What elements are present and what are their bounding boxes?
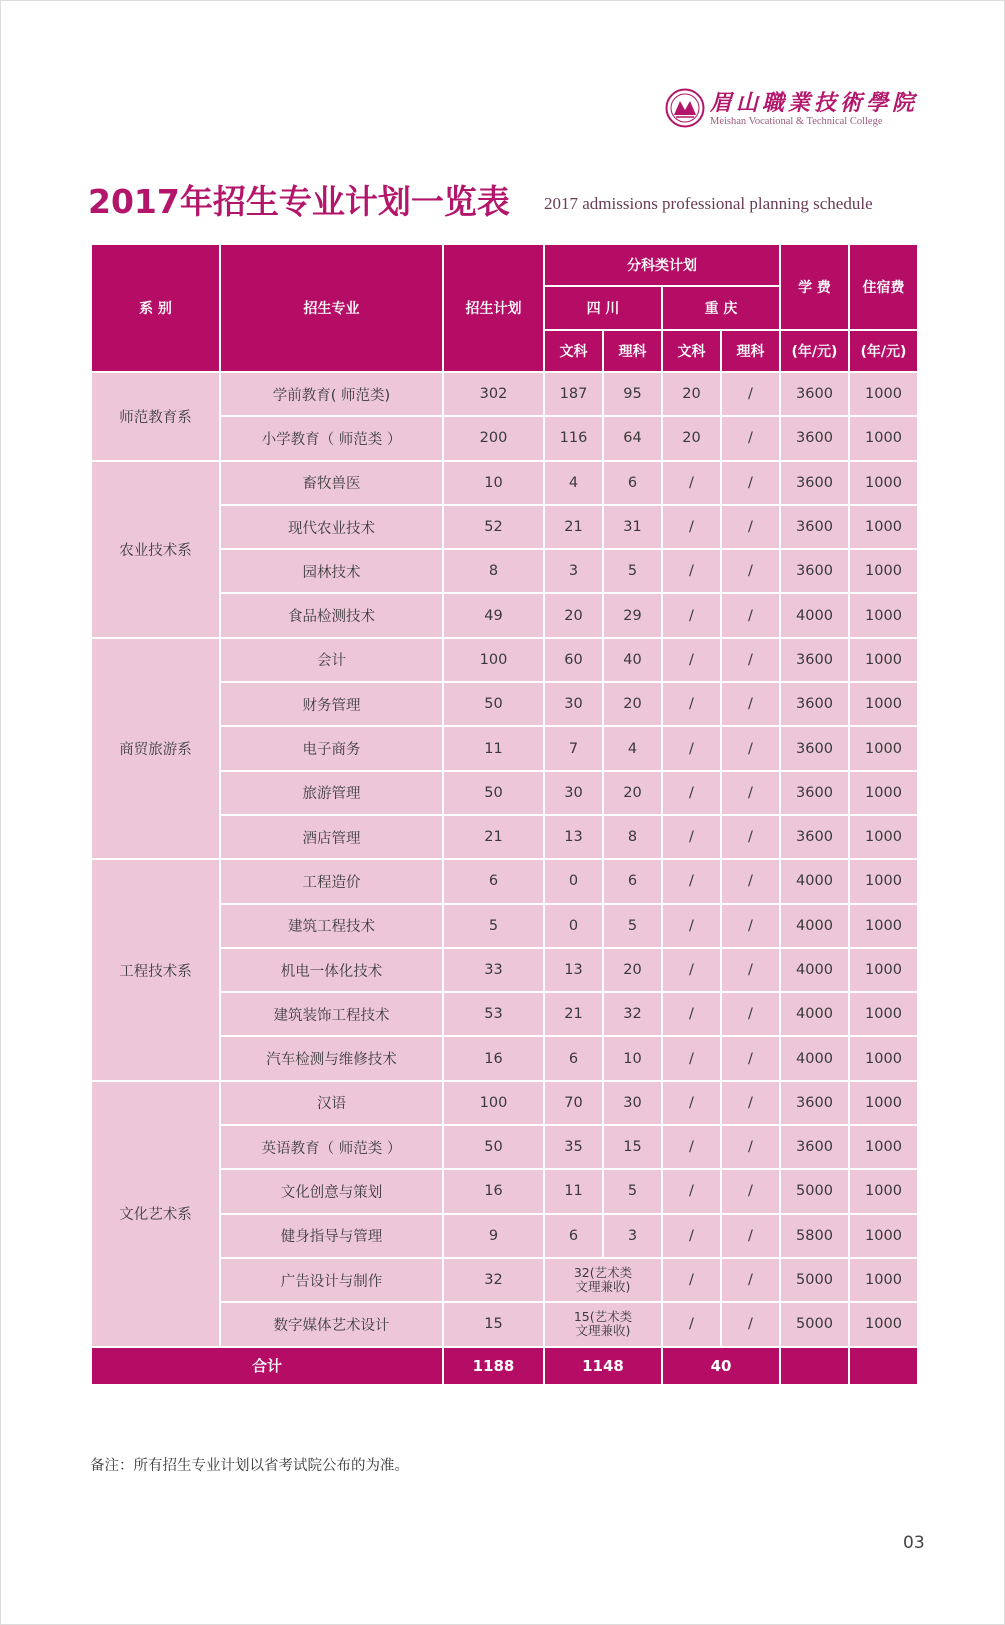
sichuan-science-cell: 31 xyxy=(603,505,662,549)
tuition-cell: 4000 xyxy=(780,948,849,992)
sichuan-science-cell: 20 xyxy=(603,682,662,726)
department-cell: 文化艺术系 xyxy=(91,1081,220,1347)
table-body xyxy=(91,372,918,1385)
chongqing-science-cell: / xyxy=(721,1302,780,1346)
plan-cell: 11 xyxy=(443,726,544,770)
chongqing-arts-cell: / xyxy=(662,859,721,903)
chongqing-science-cell: / xyxy=(721,593,780,637)
sichuan-merged-line1: 32(艺术类 xyxy=(573,1265,633,1281)
sichuan-arts-cell: 70 xyxy=(544,1081,603,1125)
admissions-plan-table xyxy=(90,243,919,1386)
sichuan-arts-cell: 3 xyxy=(544,549,603,593)
dorm-cell: 1000 xyxy=(849,682,918,726)
sichuan-merged-cell xyxy=(544,1258,662,1302)
chongqing-science-cell: / xyxy=(721,1036,780,1080)
total-dorm-empty xyxy=(849,1347,918,1385)
sichuan-science-cell: 95 xyxy=(603,372,662,416)
tuition-cell: 5000 xyxy=(780,1302,849,1346)
plan-cell: 302 xyxy=(443,372,544,416)
major-cell: 小学教育（ 师范类 ） xyxy=(220,416,443,460)
major-cell: 汽车检测与维修技术 xyxy=(220,1036,443,1080)
dorm-cell: 1000 xyxy=(849,1302,918,1346)
major-cell: 酒店管理 xyxy=(220,815,443,859)
tuition-cell: 4000 xyxy=(780,904,849,948)
dorm-cell: 1000 xyxy=(849,1036,918,1080)
sichuan-science-cell: 4 xyxy=(603,726,662,770)
header-chongqing-arts: 文科 xyxy=(662,330,721,372)
table-row xyxy=(91,372,918,416)
chongqing-science-cell: / xyxy=(721,771,780,815)
dorm-cell: 1000 xyxy=(849,638,918,682)
plan-cell: 6 xyxy=(443,859,544,903)
chongqing-arts-cell: / xyxy=(662,815,721,859)
tuition-cell: 3600 xyxy=(780,1125,849,1169)
table-row xyxy=(91,859,918,903)
sichuan-arts-cell: 35 xyxy=(544,1125,603,1169)
header-major: 招生专业 xyxy=(220,244,443,372)
sichuan-arts-cell: 20 xyxy=(544,593,603,637)
sichuan-science-cell: 6 xyxy=(603,461,662,505)
plan-cell: 15 xyxy=(443,1302,544,1346)
plan-cell: 50 xyxy=(443,771,544,815)
total-sichuan: 1148 xyxy=(544,1347,662,1385)
dorm-cell: 1000 xyxy=(849,1214,918,1258)
major-cell: 汉语 xyxy=(220,1081,443,1125)
chongqing-arts-cell: / xyxy=(662,461,721,505)
major-cell: 会计 xyxy=(220,638,443,682)
header-tuition-unit: (年/元) xyxy=(780,330,849,372)
major-cell: 财务管理 xyxy=(220,682,443,726)
dorm-cell: 1000 xyxy=(849,859,918,903)
dorm-cell: 1000 xyxy=(849,771,918,815)
chongqing-arts-cell: / xyxy=(662,1169,721,1213)
sichuan-arts-cell: 30 xyxy=(544,682,603,726)
chongqing-science-cell: / xyxy=(721,992,780,1036)
tuition-cell: 4000 xyxy=(780,1036,849,1080)
chongqing-arts-cell: / xyxy=(662,948,721,992)
department-cell: 师范教育系 xyxy=(91,372,220,461)
sichuan-arts-cell: 187 xyxy=(544,372,603,416)
sichuan-merged-cell xyxy=(544,1302,662,1346)
dorm-cell: 1000 xyxy=(849,1169,918,1213)
tuition-cell: 3600 xyxy=(780,372,849,416)
dorm-cell: 1000 xyxy=(849,815,918,859)
chongqing-arts-cell: / xyxy=(662,992,721,1036)
tuition-cell: 4000 xyxy=(780,859,849,903)
major-cell: 机电一体化技术 xyxy=(220,948,443,992)
major-cell: 广告设计与制作 xyxy=(220,1258,443,1302)
sichuan-arts-cell: 0 xyxy=(544,904,603,948)
chongqing-science-cell: / xyxy=(721,1258,780,1302)
dorm-cell: 1000 xyxy=(849,904,918,948)
header-chongqing: 重 庆 xyxy=(662,286,780,330)
college-name-en: Meishan Vocational & Technical College xyxy=(710,116,883,127)
chongqing-science-cell: / xyxy=(721,549,780,593)
sichuan-science-cell: 32 xyxy=(603,992,662,1036)
sichuan-merged-line2: 文理兼收) xyxy=(575,1323,631,1339)
sichuan-merged-line1: 15(艺术类 xyxy=(573,1309,633,1325)
plan-cell: 21 xyxy=(443,815,544,859)
sichuan-arts-cell: 21 xyxy=(544,992,603,1036)
tuition-cell: 3600 xyxy=(780,461,849,505)
tuition-cell: 5000 xyxy=(780,1258,849,1302)
sichuan-science-cell: 29 xyxy=(603,593,662,637)
major-cell: 文化创意与策划 xyxy=(220,1169,443,1213)
major-cell: 工程造价 xyxy=(220,859,443,903)
plan-cell: 200 xyxy=(443,416,544,460)
sichuan-arts-cell: 21 xyxy=(544,505,603,549)
chongqing-science-cell: / xyxy=(721,416,780,460)
dorm-cell: 1000 xyxy=(849,505,918,549)
sichuan-science-cell: 5 xyxy=(603,1169,662,1213)
major-cell: 健身指导与管理 xyxy=(220,1214,443,1258)
chongqing-arts-cell: / xyxy=(662,1125,721,1169)
sichuan-arts-cell: 13 xyxy=(544,815,603,859)
chongqing-science-cell: / xyxy=(721,948,780,992)
total-chongqing: 40 xyxy=(662,1347,780,1385)
sichuan-merged-line2: 文理兼收) xyxy=(575,1279,631,1295)
dorm-cell: 1000 xyxy=(849,549,918,593)
sichuan-science-cell: 15 xyxy=(603,1125,662,1169)
sichuan-science-cell: 6 xyxy=(603,859,662,903)
tuition-cell: 4000 xyxy=(780,992,849,1036)
chongqing-arts-cell: 20 xyxy=(662,416,721,460)
footnote: 备注：所有招生专业计划以省考试院公布的为准。 xyxy=(90,1458,409,1474)
page-title: 2017年招生专业计划一览表 xyxy=(88,182,510,221)
chongqing-science-cell: / xyxy=(721,1081,780,1125)
table-row xyxy=(91,1081,918,1125)
major-cell: 数字媒体艺术设计 xyxy=(220,1302,443,1346)
header-tuition: 学 费 xyxy=(780,244,849,330)
chongqing-science-cell: / xyxy=(721,859,780,903)
chongqing-science-cell: / xyxy=(721,1214,780,1258)
major-cell: 旅游管理 xyxy=(220,771,443,815)
college-name-cn: 眉山職業技術學院 xyxy=(710,90,919,116)
tuition-cell: 5800 xyxy=(780,1214,849,1258)
chongqing-arts-cell: 20 xyxy=(662,372,721,416)
chongqing-science-cell: / xyxy=(721,726,780,770)
chongqing-arts-cell: / xyxy=(662,771,721,815)
plan-cell: 33 xyxy=(443,948,544,992)
college-logo xyxy=(665,86,925,134)
dorm-cell: 1000 xyxy=(849,1125,918,1169)
department-cell: 商贸旅游系 xyxy=(91,638,220,859)
plan-cell: 5 xyxy=(443,904,544,948)
dorm-cell: 1000 xyxy=(849,372,918,416)
plan-cell: 53 xyxy=(443,992,544,1036)
plan-cell: 9 xyxy=(443,1214,544,1258)
major-cell: 畜牧兽医 xyxy=(220,461,443,505)
chongqing-science-cell: / xyxy=(721,1169,780,1213)
dorm-cell: 1000 xyxy=(849,726,918,770)
total-plan: 1188 xyxy=(443,1347,544,1385)
sichuan-arts-cell: 6 xyxy=(544,1214,603,1258)
chongqing-arts-cell: / xyxy=(662,1258,721,1302)
chongqing-science-cell: / xyxy=(721,461,780,505)
header-category-plan: 分科类计划 xyxy=(544,244,780,286)
page-number: 03 xyxy=(903,1533,925,1553)
sichuan-arts-cell: 6 xyxy=(544,1036,603,1080)
tuition-cell: 3600 xyxy=(780,815,849,859)
chongqing-science-cell: / xyxy=(721,815,780,859)
tuition-cell: 3600 xyxy=(780,726,849,770)
chongqing-science-cell: / xyxy=(721,372,780,416)
dorm-cell: 1000 xyxy=(849,1081,918,1125)
chongqing-arts-cell: / xyxy=(662,1036,721,1080)
tuition-cell: 5000 xyxy=(780,1169,849,1213)
chongqing-arts-cell: / xyxy=(662,682,721,726)
sichuan-science-cell: 8 xyxy=(603,815,662,859)
tuition-cell: 3600 xyxy=(780,549,849,593)
chongqing-science-cell: / xyxy=(721,904,780,948)
header-sichuan-arts: 文科 xyxy=(544,330,603,372)
sichuan-science-cell: 5 xyxy=(603,904,662,948)
department-cell: 工程技术系 xyxy=(91,859,220,1080)
major-cell: 电子商务 xyxy=(220,726,443,770)
chongqing-arts-cell: / xyxy=(662,549,721,593)
header-chongqing-science: 理科 xyxy=(721,330,780,372)
dorm-cell: 1000 xyxy=(849,593,918,637)
sichuan-arts-cell: 116 xyxy=(544,416,603,460)
header-dorm: 住宿费 xyxy=(849,244,918,330)
department-cell: 农业技术系 xyxy=(91,461,220,638)
chongqing-arts-cell: / xyxy=(662,1302,721,1346)
plan-cell: 50 xyxy=(443,682,544,726)
dorm-cell: 1000 xyxy=(849,992,918,1036)
major-cell: 学前教育( 师范类) xyxy=(220,372,443,416)
plan-cell: 16 xyxy=(443,1169,544,1213)
sichuan-science-cell: 64 xyxy=(603,416,662,460)
header-plan: 招生计划 xyxy=(443,244,544,372)
dorm-cell: 1000 xyxy=(849,416,918,460)
dorm-cell: 1000 xyxy=(849,461,918,505)
sichuan-science-cell: 40 xyxy=(603,638,662,682)
header-dorm-unit: (年/元) xyxy=(849,330,918,372)
plan-cell: 32 xyxy=(443,1258,544,1302)
sichuan-arts-cell: 4 xyxy=(544,461,603,505)
sichuan-arts-cell: 0 xyxy=(544,859,603,903)
tuition-cell: 3600 xyxy=(780,771,849,815)
sichuan-arts-cell: 13 xyxy=(544,948,603,992)
sichuan-science-cell: 20 xyxy=(603,948,662,992)
tuition-cell: 4000 xyxy=(780,593,849,637)
sichuan-arts-cell: 11 xyxy=(544,1169,603,1213)
chongqing-arts-cell: / xyxy=(662,904,721,948)
chongqing-arts-cell: / xyxy=(662,505,721,549)
sichuan-science-cell: 5 xyxy=(603,549,662,593)
plan-cell: 8 xyxy=(443,549,544,593)
sichuan-science-cell: 10 xyxy=(603,1036,662,1080)
major-cell: 园林技术 xyxy=(220,549,443,593)
table-row xyxy=(91,461,918,505)
sichuan-arts-cell: 7 xyxy=(544,726,603,770)
total-label: 合计 xyxy=(91,1347,443,1385)
dorm-cell: 1000 xyxy=(849,1258,918,1302)
chongqing-arts-cell: / xyxy=(662,726,721,770)
sichuan-science-cell: 3 xyxy=(603,1214,662,1258)
major-cell: 英语教育（ 师范类 ） xyxy=(220,1125,443,1169)
chongqing-science-cell: / xyxy=(721,682,780,726)
sichuan-science-cell: 30 xyxy=(603,1081,662,1125)
header-sichuan: 四 川 xyxy=(544,286,662,330)
plan-cell: 50 xyxy=(443,1125,544,1169)
plan-cell: 10 xyxy=(443,461,544,505)
sichuan-science-cell: 20 xyxy=(603,771,662,815)
total-row xyxy=(91,1347,918,1385)
sichuan-arts-cell: 60 xyxy=(544,638,603,682)
total-tuition-empty xyxy=(780,1347,849,1385)
chongqing-science-cell: / xyxy=(721,638,780,682)
tuition-cell: 3600 xyxy=(780,416,849,460)
header-department: 系 别 xyxy=(91,244,220,372)
chongqing-science-cell: / xyxy=(721,1125,780,1169)
header-sichuan-science: 理科 xyxy=(603,330,662,372)
tuition-cell: 3600 xyxy=(780,505,849,549)
plan-cell: 49 xyxy=(443,593,544,637)
major-cell: 建筑装饰工程技术 xyxy=(220,992,443,1036)
major-cell: 现代农业技术 xyxy=(220,505,443,549)
chongqing-science-cell: / xyxy=(721,505,780,549)
page-subtitle: 2017 admissions professional planning schedule xyxy=(544,194,873,213)
plan-cell: 100 xyxy=(443,638,544,682)
tuition-cell: 3600 xyxy=(780,682,849,726)
plan-cell: 100 xyxy=(443,1081,544,1125)
plan-cell: 52 xyxy=(443,505,544,549)
dorm-cell: 1000 xyxy=(849,948,918,992)
table-row xyxy=(91,638,918,682)
chongqing-arts-cell: / xyxy=(662,1081,721,1125)
chongqing-arts-cell: / xyxy=(662,638,721,682)
tuition-cell: 3600 xyxy=(780,1081,849,1125)
college-emblem-icon xyxy=(665,88,705,128)
chongqing-arts-cell: / xyxy=(662,593,721,637)
sichuan-arts-cell: 30 xyxy=(544,771,603,815)
major-cell: 建筑工程技术 xyxy=(220,904,443,948)
tuition-cell: 3600 xyxy=(780,638,849,682)
major-cell: 食品检测技术 xyxy=(220,593,443,637)
plan-cell: 16 xyxy=(443,1036,544,1080)
chongqing-arts-cell: / xyxy=(662,1214,721,1258)
